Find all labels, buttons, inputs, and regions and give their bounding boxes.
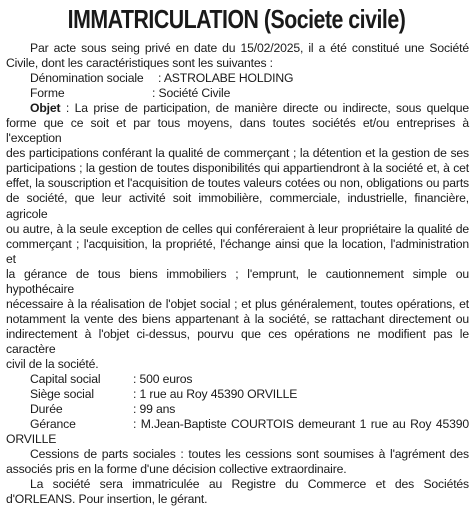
objet-line-5: effet, la souscription et l'acquisition de toutes valeurs cotées ou non, obligations ou parts — [6, 176, 469, 191]
objet-line-13: civil de la société. — [6, 356, 99, 371]
field-forme-label: Forme — [30, 86, 65, 101]
objet-label: Objet — [30, 101, 61, 116]
notice-body — [6, 41, 469, 507]
field-forme-sep: : — [152, 86, 156, 101]
siege-social-value: : 1 rue au Roy 45390 ORVILLE — [133, 387, 298, 402]
gerance-continuation: ORVILLE — [6, 432, 57, 447]
capital-social-row — [6, 372, 469, 387]
objet-line-9: la gérance de tous biens immobiliers ; l'emprunt, le cautionnement simple ou hypothécaire — [6, 266, 469, 296]
gerance-row — [6, 417, 469, 432]
objet-line-6: de société, que leur activité soit immobilière, commerciale, industrielle, financière, agricole — [6, 191, 469, 221]
objet-line-4: participations ; la gestion de toutes disponibilités qui appartiendront à la société et, à cet — [6, 161, 469, 176]
objet-line-2: forme que ce soit et par tous moyens, dans toutes sociétés et/ou entreprises à l'exception — [6, 116, 469, 146]
intro-line-2: Civile, dont les caractéristiques sont les suivantes : — [6, 56, 273, 71]
field-denomination-value: ASTROLABE HOLDING — [163, 71, 294, 86]
intro-line-1: Par acte sous seing privé en date du 15/02/2025, il a été constitué une Société — [30, 41, 469, 55]
notice-title: IMMATRICULATION (Societe civile) — [67, 4, 406, 34]
field-forme-value: Société Civile — [158, 86, 231, 101]
objet-line-7: ou autre, à la seule exception de celles qui conféreraient à leur propriétaire la qualité de — [6, 221, 469, 236]
objet-line-8: commerçant ; l'acquisition, la propriété, l'échange ainsi que la location, l'administration et — [6, 236, 469, 266]
duree-value: : 99 ans — [133, 402, 176, 417]
objet-line-3: des participations conférant la qualité de commerçant ; la détention et la gestion de ses — [6, 146, 469, 161]
siege-social-label: Siège social — [30, 387, 94, 402]
siege-social-row — [6, 387, 469, 402]
capital-social-value: : 500 euros — [133, 372, 193, 387]
objet-line-1 — [6, 101, 469, 116]
gerance-label: Gérance — [30, 417, 76, 432]
objet-line-10: nécessaire à la réalisation de l'objet social ; et plus généralement, toutes opérations, et — [6, 296, 469, 311]
objet-line-12: indirectement à l'objet ci-dessus, pourvu que ces opérations ne modifient pas le caractère — [6, 326, 469, 356]
immat-line-2: d'ORLEANS. Pour insertion, le gérant. — [6, 492, 208, 507]
duree-label: Durée — [30, 402, 63, 417]
gerance-value: : M.Jean-Baptiste COURTOIS demeurant 1 rue au Roy 45390 — [133, 417, 469, 432]
field-denomination — [6, 71, 469, 86]
field-denomination-sep: : — [158, 71, 162, 86]
field-forme — [6, 86, 469, 101]
objet-text-1: : La prise de participation, de manière directe ou indirecte, sous quelque — [60, 101, 469, 116]
capital-social-label: Capital social — [30, 372, 101, 387]
cessions-line-1: Cessions de parts sociales : toutes les cessions sont soumises à l'agrément des — [30, 447, 469, 462]
cessions-line-2: associés pris en la forme d'une décision collective extraordinaire. — [6, 462, 347, 477]
field-denomination-label: Dénomination sociale — [30, 71, 144, 86]
duree-row — [6, 402, 469, 417]
objet-line-11: notamment la vente des biens appartenant à la société, se rattachant directement ou — [6, 311, 469, 326]
immat-line-1: La société sera immatriculée au Registre du Commerce et des Sociétés — [30, 477, 469, 492]
